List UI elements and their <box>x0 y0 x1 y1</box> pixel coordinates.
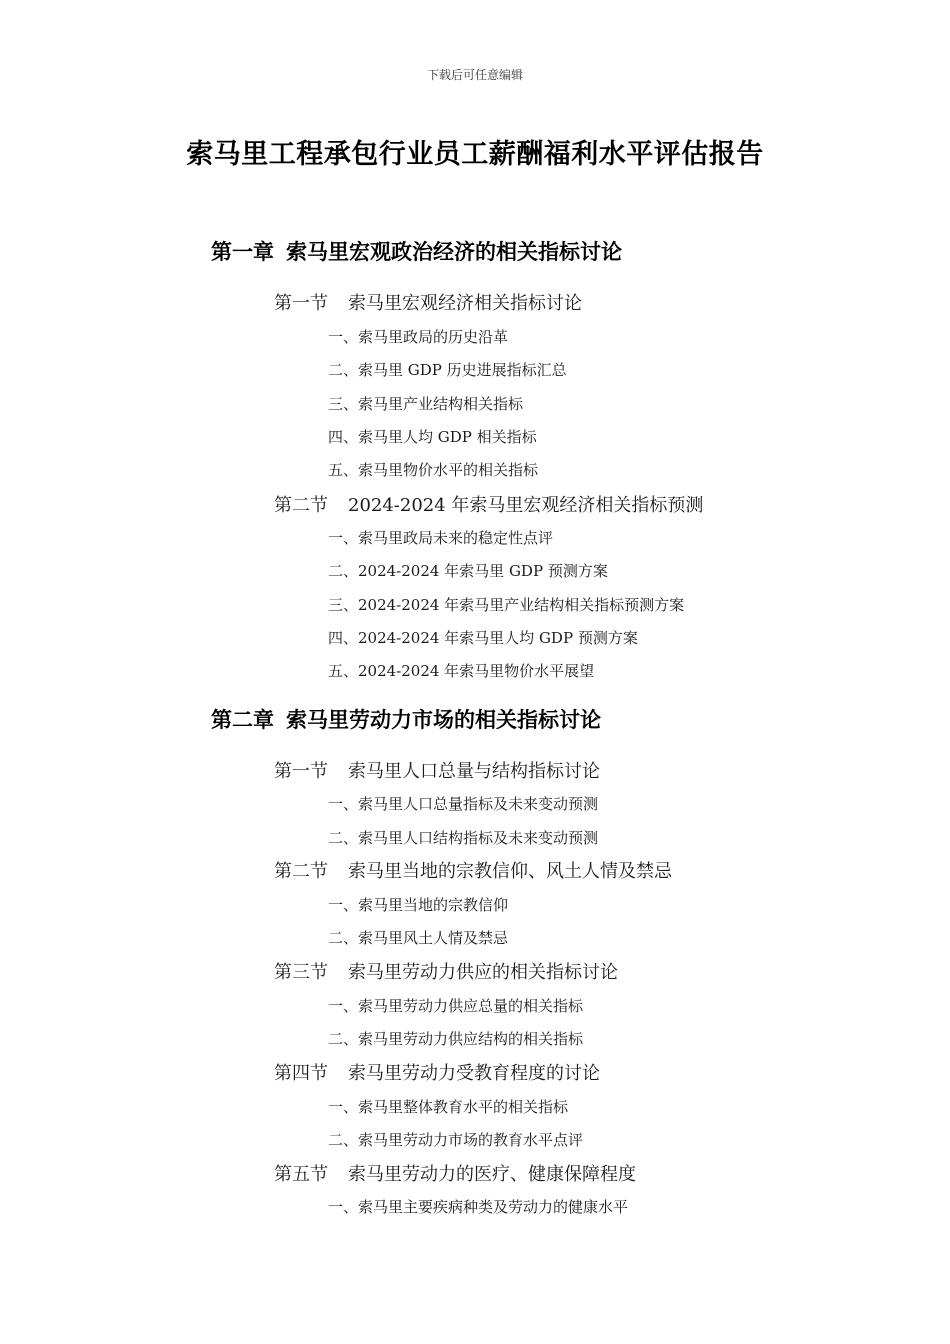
toc-section <box>274 491 703 517</box>
toc-section-number: 第一节 <box>274 293 328 314</box>
toc-item-text: 三、索马里产业结构相关指标 <box>328 395 524 413</box>
toc-chapter <box>211 236 622 266</box>
toc-section-number: 第三节 <box>274 962 328 983</box>
toc-item <box>328 1096 568 1117</box>
toc-item-text: 二、索马里劳动力供应结构的相关指标 <box>328 1030 584 1048</box>
toc-item-text: 一、索马里人口总量指标及未来变动预测 <box>328 795 599 813</box>
toc-section <box>274 289 582 315</box>
toc-item <box>328 426 537 447</box>
toc-item <box>328 1196 628 1217</box>
toc-item <box>328 827 598 848</box>
toc-item <box>328 359 567 380</box>
toc-item <box>328 793 598 814</box>
toc-item <box>328 627 638 648</box>
toc-item-text: 一、索马里主要疾病种类及劳动力的健康水平 <box>328 1198 629 1216</box>
toc-section <box>274 958 618 984</box>
toc-item <box>328 527 553 548</box>
toc-chapter-text: 索马里宏观政治经济的相关指标讨论 <box>286 240 622 264</box>
toc-item-text: 二、索马里风土人情及禁忌 <box>328 929 509 947</box>
toc-section <box>274 757 600 783</box>
toc-item <box>328 459 538 480</box>
toc-item-text: 五、索马里物价水平的相关指标 <box>328 461 539 479</box>
toc-item-text: 四、2024-2024 年索马里人均 GDP 预测方案 <box>328 629 638 647</box>
document-title: 索马里工程承包行业员工薪酬福利水平评估报告 <box>186 139 764 170</box>
toc-item <box>328 1028 583 1049</box>
toc-section <box>274 1059 600 1085</box>
toc-item-text: 一、索马里劳动力供应总量的相关指标 <box>328 997 584 1015</box>
toc-section <box>274 857 672 883</box>
toc-item <box>328 326 508 347</box>
toc-item-text: 四、索马里人均 GDP 相关指标 <box>328 428 537 446</box>
toc-item <box>328 1129 583 1150</box>
toc-chapter-number: 第二章 <box>211 708 274 732</box>
toc-item <box>328 927 508 948</box>
toc-item <box>328 894 508 915</box>
toc-section-text: 索马里当地的宗教信仰、风土人情及禁忌 <box>348 861 672 882</box>
toc-item-text: 三、2024-2024 年索马里产业结构相关指标预测方案 <box>328 596 685 614</box>
toc-item <box>328 660 594 681</box>
toc-item <box>328 995 583 1016</box>
toc-section <box>274 1160 636 1186</box>
toc-section-text: 索马里劳动力受教育程度的讨论 <box>348 1063 600 1084</box>
toc-section-number: 第二节 <box>274 495 328 516</box>
toc-item <box>328 594 684 615</box>
toc-section-text: 2024-2024 年索马里宏观经济相关指标预测 <box>348 495 704 516</box>
toc-section-text: 索马里人口总量与结构指标讨论 <box>348 761 600 782</box>
toc-section-text: 索马里劳动力供应的相关指标讨论 <box>348 962 618 983</box>
toc-item-text: 二、索马里劳动力市场的教育水平点评 <box>328 1131 584 1149</box>
toc-item-text: 五、2024-2024 年索马里物价水平展望 <box>328 662 595 680</box>
toc-section-text: 索马里宏观经济相关指标讨论 <box>348 293 582 314</box>
toc-item-text: 二、索马里 GDP 历史进展指标汇总 <box>328 361 567 379</box>
toc-item-text: 二、索马里人口结构指标及未来变动预测 <box>328 829 599 847</box>
toc-section-number: 第四节 <box>274 1063 328 1084</box>
toc-chapter-number: 第一章 <box>211 240 274 264</box>
header-note: 下载后可任意编辑 <box>426 68 523 82</box>
toc-item-text: 一、索马里政局未来的稳定性点评 <box>328 529 554 547</box>
toc-chapter-text: 索马里劳动力市场的相关指标讨论 <box>286 708 601 732</box>
toc-item-text: 一、索马里政局的历史沿革 <box>328 328 509 346</box>
toc-item-text: 二、2024-2024 年索马里 GDP 预测方案 <box>328 562 608 580</box>
toc-section-number: 第二节 <box>274 861 328 882</box>
toc-section-number: 第一节 <box>274 761 328 782</box>
toc-item <box>328 560 608 581</box>
toc-section-number: 第五节 <box>274 1164 328 1185</box>
toc-item <box>328 393 523 414</box>
toc-section-text: 索马里劳动力的医疗、健康保障程度 <box>348 1164 636 1185</box>
toc-item-text: 一、索马里当地的宗教信仰 <box>328 896 509 914</box>
toc-chapter <box>211 704 601 734</box>
toc-item-text: 一、索马里整体教育水平的相关指标 <box>328 1098 569 1116</box>
